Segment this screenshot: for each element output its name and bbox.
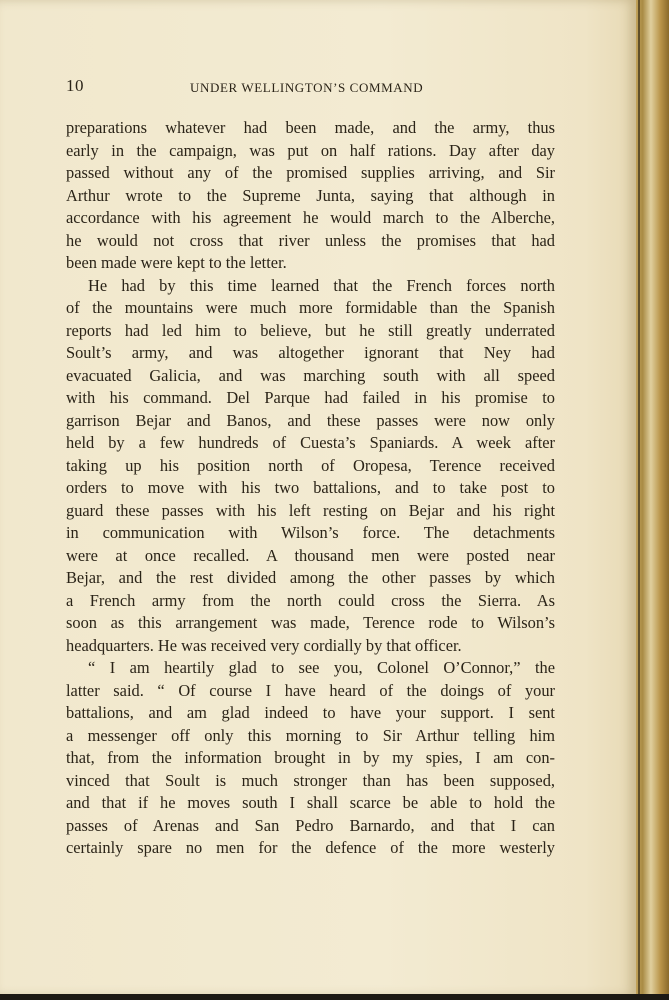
text-line: taking up his position north of Oropesa, Terence received — [66, 455, 555, 475]
text-line: reports had led him to believe, but he still greatly underrated — [66, 320, 555, 340]
text-line: garrison Bejar and Banos, and these passes were now only — [66, 410, 555, 430]
page-number: 10 — [66, 76, 84, 95]
text-line: passes of Arenas and San Pedro Barnardo, and that I can — [66, 815, 555, 835]
text-line: Arthur wrote to the Supreme Junta, saying that although in — [66, 185, 555, 205]
text-line: accordance with his agreement he would march to the Alberche, — [66, 208, 555, 227]
text-line: soon as this arrangement was made, Terence rode to Wilson’s — [66, 613, 555, 632]
text-line: vinced that Soult is much stronger than has been supposed, — [66, 770, 555, 790]
text-line: and that if he moves south I shall scarce be able to hold the — [66, 793, 555, 812]
body-text — [66, 117, 555, 860]
text-line: latter said. “ Of course I have heard of the doings of your — [66, 680, 555, 700]
text-line: a messenger off only this morning to Sir Arthur telling him — [66, 725, 555, 745]
running-title: UNDER WELLINGTON’S COMMAND — [190, 80, 424, 95]
text-line: Bejar, and the rest divided among the other passes by which — [66, 568, 555, 587]
running-head — [66, 76, 556, 100]
text-line: Soult’s army, and was altogether ignorant that Ney had — [66, 343, 555, 362]
text-line: early in the campaign, was put on half rations. Day after day — [66, 140, 555, 160]
text-line: guard these passes with his left resting on Bejar and his right — [66, 500, 555, 520]
text-line: a French army from the north could cross the Sierra. As — [66, 590, 555, 610]
page-edge-right — [636, 0, 669, 1000]
text-line: with his command. Del Parque had failed in his promise to — [66, 388, 555, 407]
text-line: preparations whatever had been made, and the army, thus — [66, 118, 555, 137]
page-edge-bottom — [0, 994, 669, 1000]
text-line: headquarters. He was received very cordially by that officer. — [66, 635, 462, 655]
text-line: he would not cross that river unless the promises that had — [66, 230, 555, 250]
text-line: that, from the information brought in by my spies, I am con- — [66, 748, 555, 767]
text-line: certainly spare no men for the defence of the more westerly — [66, 838, 555, 857]
text-line: evacuated Galicia, and was marching south with all speed — [66, 365, 555, 385]
text-line: passed without any of the promised supplies arriving, and Sir — [66, 163, 555, 182]
text-line: held by a few hundreds of Cuesta’s Spaniards. A week after — [66, 433, 555, 452]
text-line: been made were kept to the letter. — [66, 253, 287, 272]
text-line: were at once recalled. A thousand men were posted near — [66, 545, 555, 565]
text-line: He had by this time learned that the French forces north — [88, 275, 555, 295]
text-line: “ I am heartily glad to see you, Colonel O’Connor,” the — [88, 658, 555, 677]
text-line: orders to move with his two battalions, and to take post to — [66, 478, 555, 497]
text-line: of the mountains were much more formidable than the Spanish — [66, 298, 555, 317]
text-line: in communication with Wilson’s force. The detachments — [66, 523, 555, 542]
text-line: battalions, and am glad indeed to have your support. I sent — [66, 703, 555, 722]
